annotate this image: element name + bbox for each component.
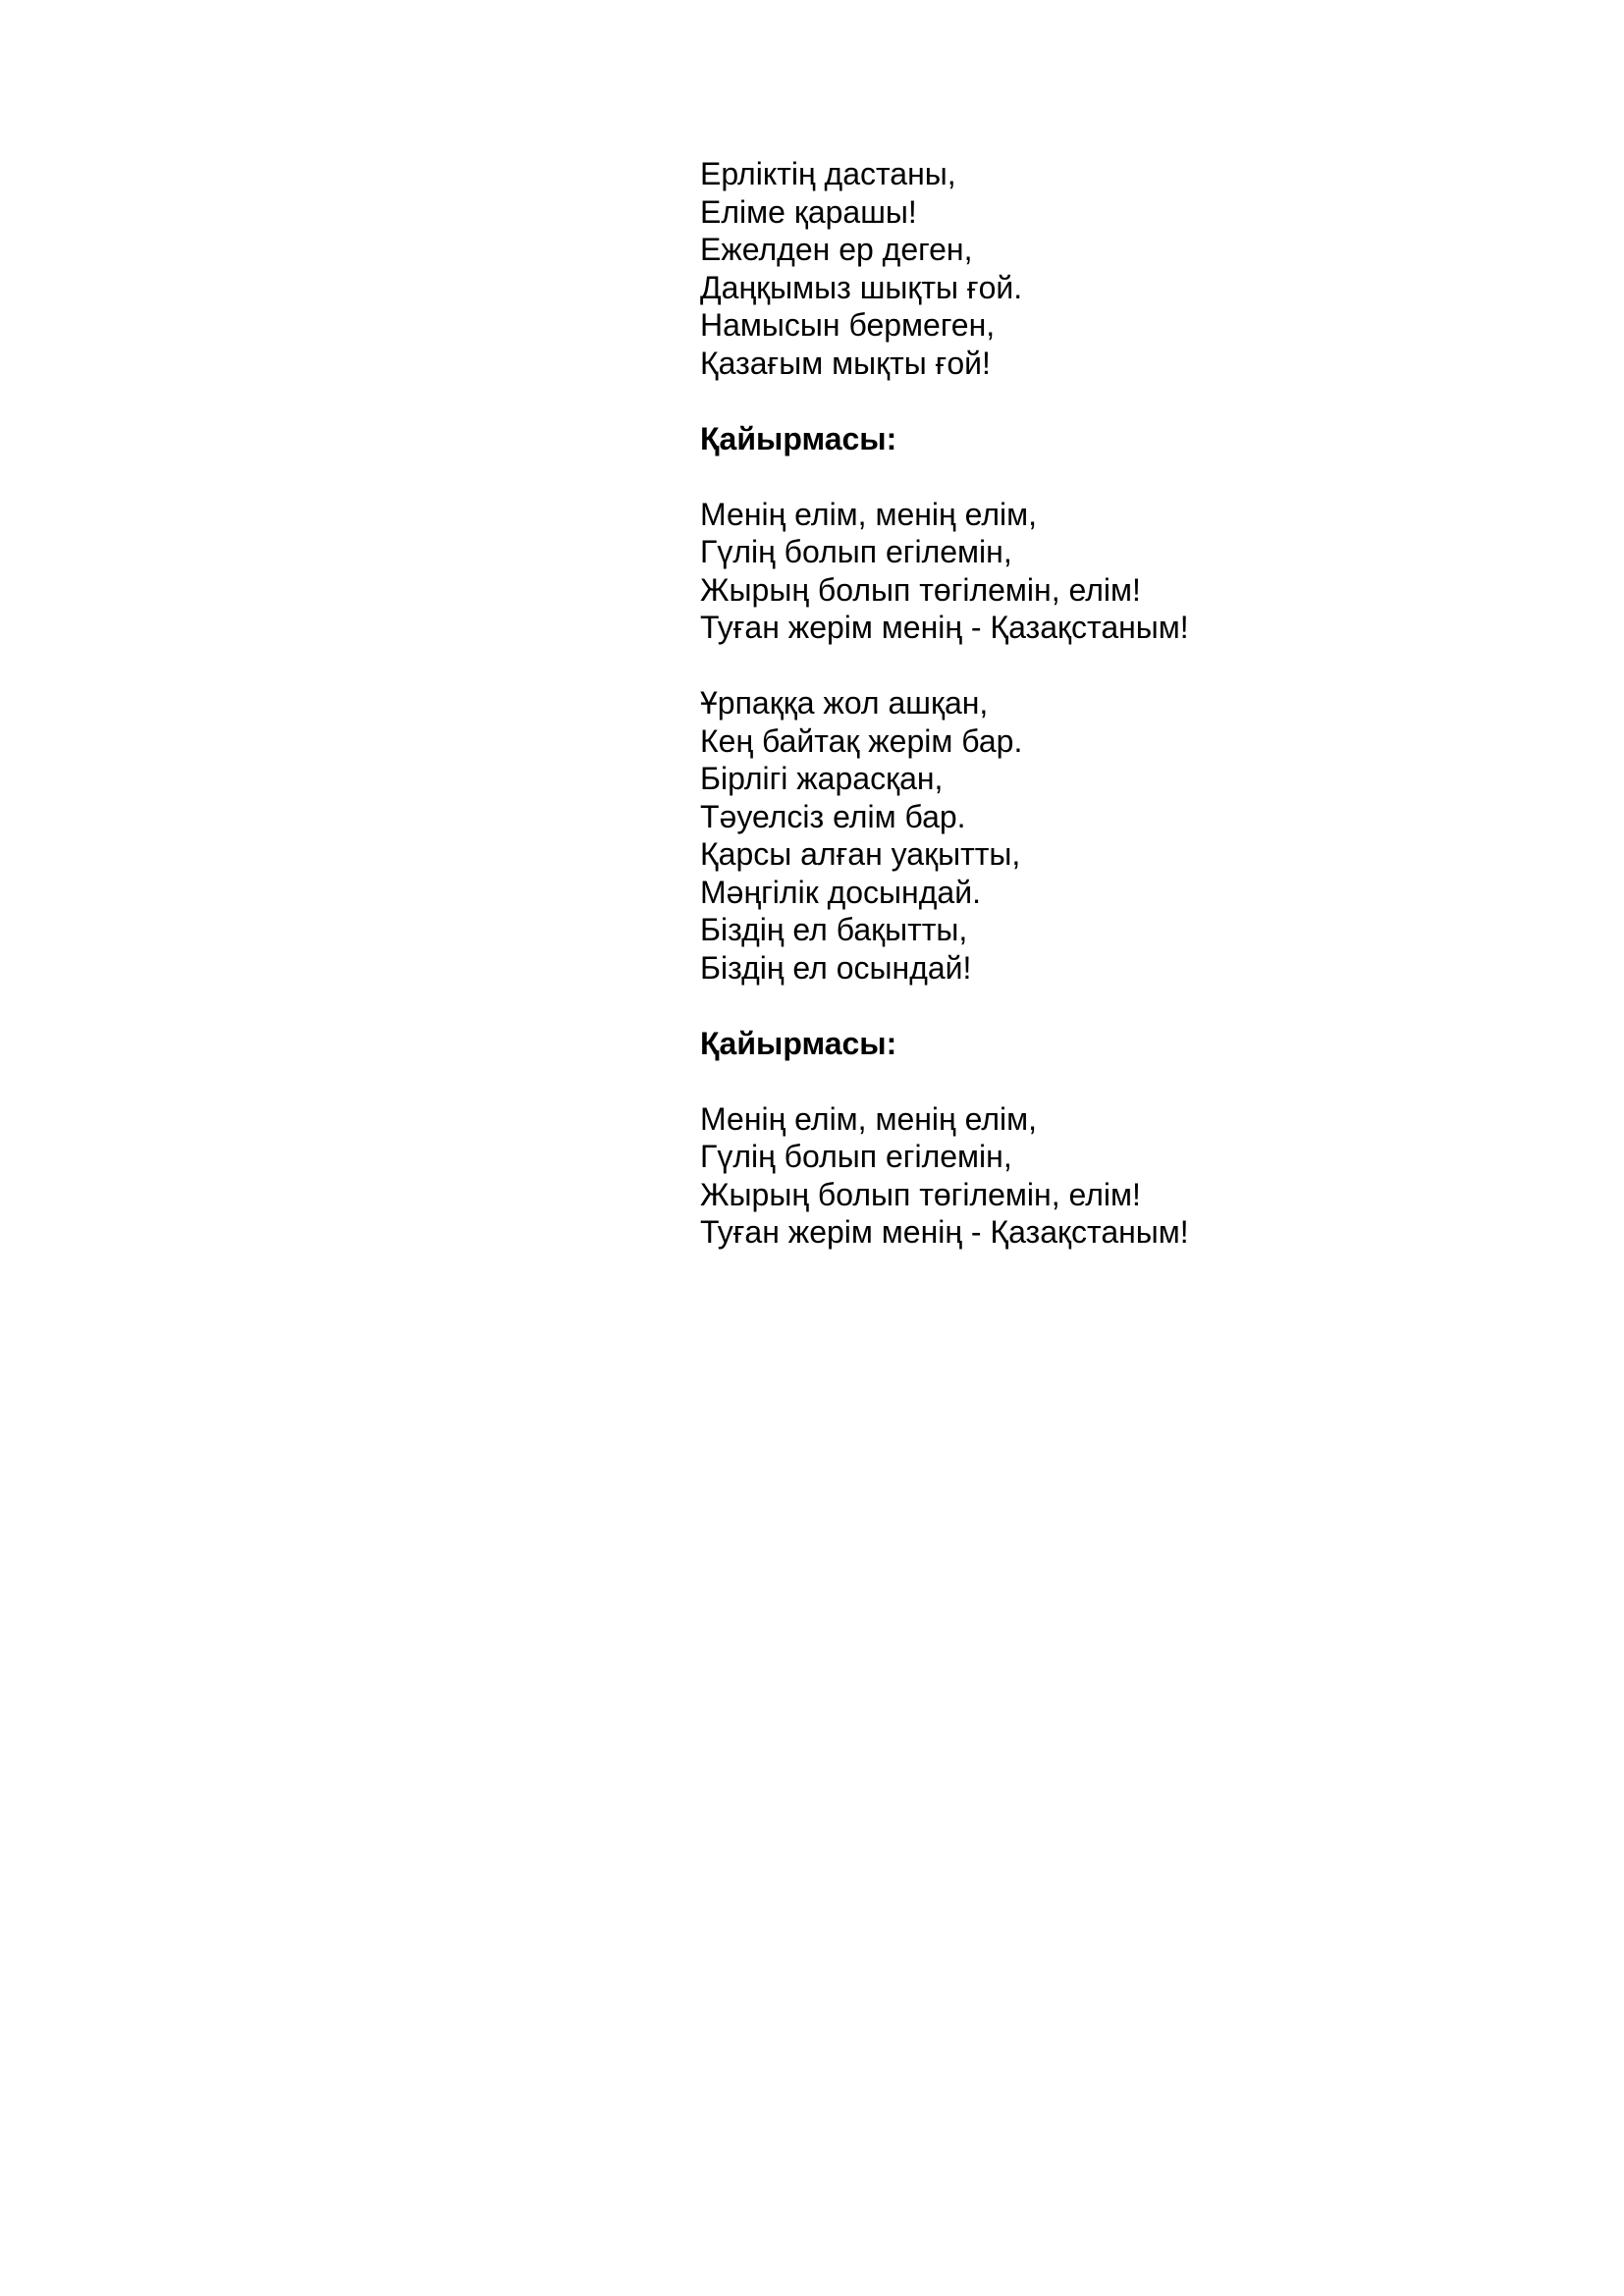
chorus-line: Менің елім, менің елім, (700, 496, 1037, 532)
chorus-line: Гүлің болып егілемін, (700, 534, 1012, 569)
verse-line: Біздің ел бақытты, (700, 912, 968, 947)
chorus-line: Жырың болып төгілемін, елім! (700, 571, 1141, 608)
verse-line: Еліме қарашы! (700, 193, 917, 230)
verse-line: Тәуелсіз елім бар. (700, 798, 966, 834)
chorus-line: Жырың болып төгілемін, елім! (700, 1176, 1141, 1212)
verse-stanza (700, 684, 1446, 987)
chorus-heading: Қайырмасы: (700, 1025, 897, 1061)
chorus-line: Туған жерім менің - Қазақстаным! (700, 610, 1189, 645)
verse-line: Бірлігі жарасқан, (700, 761, 944, 796)
verse-line: Мәңгілік досындай. (700, 874, 981, 910)
verse-line: Ерліктің дастаны, (700, 156, 956, 191)
verse-line: Ұрпаққа жол ашқан, (700, 685, 989, 721)
lyrics-block (700, 155, 1446, 1289)
chorus-stanza (700, 1100, 1446, 1252)
chorus-line: Гүлің болып егілемін, (700, 1139, 1012, 1174)
verse-stanza (700, 155, 1446, 382)
chorus-stanza (700, 496, 1446, 647)
verse-line: Біздің ел осындай! (700, 949, 972, 986)
chorus-line: Туған жерім менің - Қазақстаным! (700, 1214, 1189, 1250)
verse-line: Қазағым мықты ғой! (700, 345, 991, 381)
chorus-heading: Қайырмасы: (700, 420, 897, 456)
verse-line: Қарсы алған уақытты, (700, 836, 1021, 872)
verse-line: Даңқымыз шықты ғой. (700, 269, 1023, 305)
chorus-line: Менің елім, менің елім, (700, 1100, 1037, 1137)
verse-line: Кең байтақ жерім бар. (700, 722, 1023, 759)
verse-line: Намысын бермеген, (700, 307, 996, 343)
verse-line: Ежелден ер деген, (700, 232, 973, 267)
